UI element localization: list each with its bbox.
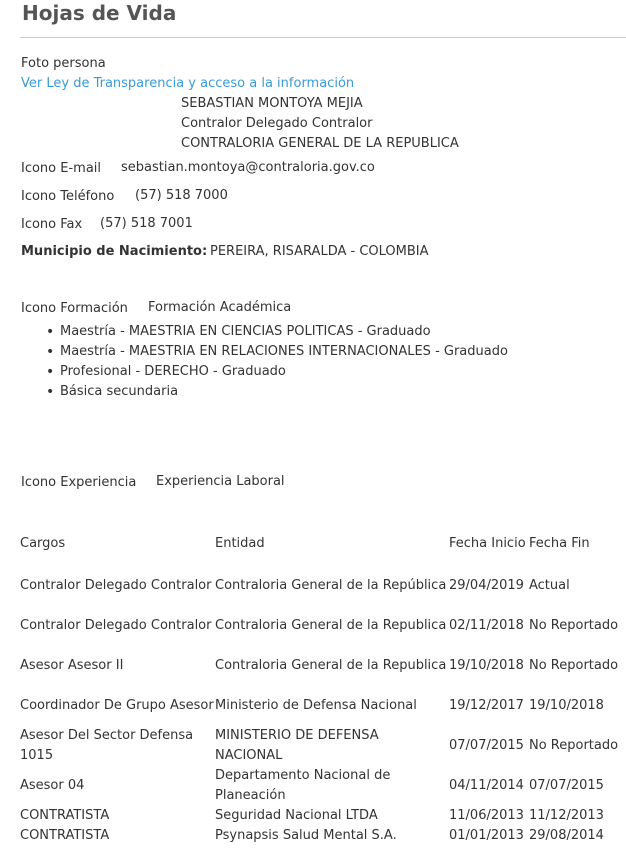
cell-fecha-fin: 07/07/2015 [529,778,604,793]
cell-entidad: Contraloria General de la Republica [215,658,447,673]
table-header-row [20,522,619,566]
experience-table [20,522,619,846]
cell-fecha-fin: No Reportado [529,738,619,753]
education-item: • Básica secundaria [46,382,508,402]
cell-entidad: Departamento Nacional de Planeación [215,768,391,803]
cell-cargo: Asesor Asesor II [20,658,124,673]
table-row [20,806,619,826]
column-header-fecha-fin: Fecha Fin [529,536,590,551]
cell-fecha-inicio: 29/04/2019 [449,578,524,593]
experience-heading: Experiencia Laboral [156,474,285,489]
education-heading: Formación Académica [148,300,292,315]
table-row [20,646,619,686]
email-value: sebastian.montoya@contraloria.gov.co [121,160,375,175]
cell-entidad: Psynapsis Salud Mental S.A. [215,828,397,843]
education-list [46,322,508,402]
cell-fecha-inicio: 02/11/2018 [449,618,524,633]
birthplace-label: Municipio de Nacimiento: [21,244,208,259]
cell-cargo: Asesor Del Sector Defensa 1015 [20,728,194,763]
cell-entidad: Contraloria General de la República [215,578,447,593]
column-header-entidad: Entidad [215,536,265,551]
education-item: • Maestría - MAESTRIA EN CIENCIAS POLITICAS - Graduado [46,322,508,342]
profile-organization: CONTRALORIA GENERAL DE LA REPUBLICA [181,136,459,151]
cell-fecha-inicio: 07/07/2015 [449,738,524,753]
transparency-law-link[interactable]: Ver Ley de Transparencia y acceso a la información [21,76,355,91]
title-divider [20,37,626,38]
cell-fecha-fin: No Reportado [529,618,619,633]
cell-entidad: Contraloria General de la Republica [215,618,447,633]
cell-cargo: Contralor Delegado Contralor [20,618,212,633]
cell-fecha-inicio: 11/06/2013 [449,808,524,823]
table-row [20,766,619,806]
cell-fecha-inicio: 19/10/2018 [449,658,524,673]
cell-entidad: Ministerio de Defensa Nacional [215,698,417,713]
fax-icon: Icono Fax [21,217,83,232]
cell-fecha-fin: Actual [529,578,570,593]
education-icon: Icono Formación [21,301,128,316]
table-row [20,606,619,646]
cell-cargo: Asesor 04 [20,778,85,793]
table-row [20,826,619,846]
birthplace-value: PEREIRA, RISARALDA - COLOMBIA [210,244,429,259]
cell-cargo: Contralor Delegado Contralor [20,578,212,593]
cell-fecha-fin: No Reportado [529,658,619,673]
cell-entidad: Seguridad Nacional LTDA [215,808,378,823]
profile-name: SEBASTIAN MONTOYA MEJIA [181,96,363,111]
phone-icon: Icono Teléfono [21,189,115,204]
cell-fecha-fin: 11/12/2013 [529,808,604,823]
cell-cargo: CONTRATISTA [20,808,110,823]
cell-fecha-inicio: 04/11/2014 [449,778,524,793]
cell-fecha-inicio: 01/01/2013 [449,828,524,843]
fax-value: (57) 518 7001 [100,216,193,231]
email-icon: Icono E-mail [21,161,102,176]
experience-icon: Icono Experiencia [21,475,137,490]
cell-entidad: MINISTERIO DE DEFENSA NACIONAL [215,728,379,763]
table-row [20,726,619,766]
cell-fecha-inicio: 19/12/2017 [449,698,524,713]
profile-position: Contralor Delegado Contralor [181,116,373,131]
cell-cargo: CONTRATISTA [20,828,110,843]
table-row [20,686,619,726]
cell-cargo: Coordinador De Grupo Asesor [20,698,214,713]
phone-value: (57) 518 7000 [135,188,228,203]
page-title: Hojas de Vida [22,1,177,25]
table-row [20,566,619,606]
profile-photo-alt: Foto persona [21,56,106,71]
education-item: • Maestría - MAESTRIA EN RELACIONES INTERNACIONALES - Graduado [46,342,508,362]
column-header-cargos: Cargos [20,536,66,551]
cell-fecha-fin: 29/08/2014 [529,828,604,843]
column-header-fecha-inicio: Fecha Inicio [449,536,526,551]
education-item: • Profesional - DERECHO - Graduado [46,362,508,382]
cell-fecha-fin: 19/10/2018 [529,698,604,713]
